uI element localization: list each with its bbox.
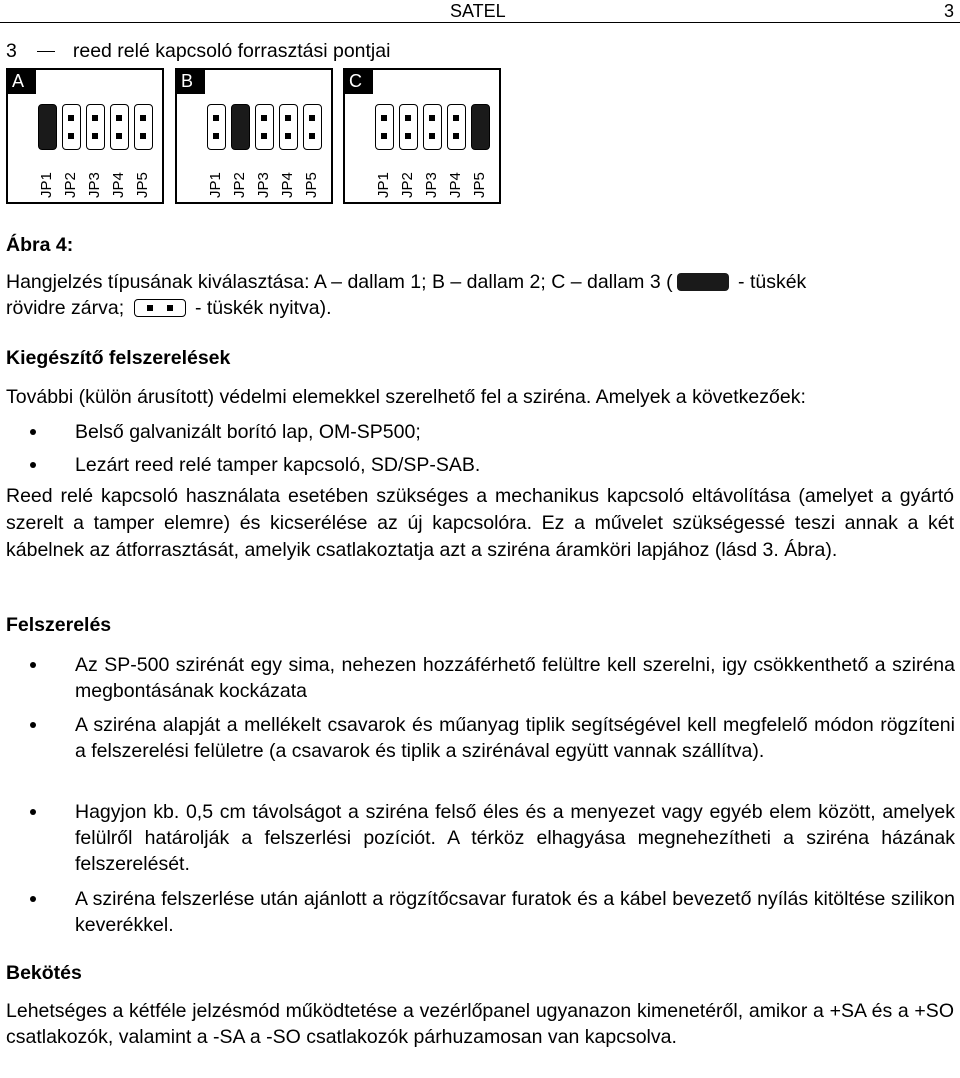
jumper-label: JP4	[447, 172, 464, 198]
jumper-label: JP4	[110, 172, 127, 198]
pin-icon	[405, 115, 411, 121]
open-jumper-icon	[447, 104, 466, 150]
list-item: Az SP-500 szirénát egy sima, nehezen hozzáférhető felültre kell szerelni, igy csökkenthető a sziréna megbontásának kockázata	[75, 654, 955, 702]
pin-icon	[68, 115, 74, 121]
closed-jumper-icon	[471, 104, 490, 150]
figure-caption: Ábra 4:	[6, 234, 74, 256]
open-jumper-icon	[375, 104, 394, 150]
open-jumper-icon	[86, 104, 105, 150]
pin-icon	[116, 115, 122, 121]
pin-icon	[309, 115, 315, 121]
panel-tag: A	[6, 68, 36, 94]
jumper-label: JP3	[86, 172, 103, 198]
figure-title	[6, 38, 390, 64]
bullet-icon	[30, 809, 36, 815]
open-jumper-icon	[255, 104, 274, 150]
pin-icon	[116, 133, 122, 139]
bullet-icon	[30, 429, 36, 435]
pin-icon	[453, 115, 459, 121]
pin-icon	[68, 133, 74, 139]
pin-icon	[309, 133, 315, 139]
open-jumper-icon	[423, 104, 442, 150]
pin-icon	[213, 133, 219, 139]
open-jumper-icon	[134, 299, 186, 317]
list-item: A sziréna alapját a mellékelt csavarok és műanyag tiplik segítségével kell megfelelő módon rögzíteni a felszerelési felületre (a csavarok és tiplik a szirénával együtt vannak szállítva).	[75, 714, 955, 762]
pin-icon	[381, 115, 387, 121]
figure-title-text: reed relé kapcsoló forrasztási pontjai	[72, 40, 391, 62]
pin-icon	[213, 115, 219, 121]
jumper-label: JP4	[279, 172, 296, 198]
pin-icon	[92, 133, 98, 139]
open-jumper-icon	[62, 104, 81, 150]
header-divider	[0, 22, 960, 23]
open-jumper-icon	[279, 104, 298, 150]
jumper-label: JP1	[38, 172, 55, 198]
closed-jumper-icon	[231, 104, 250, 150]
section-heading-wiring: Bekötés	[6, 962, 82, 984]
open-jumper-icon	[207, 104, 226, 150]
section-heading-installation: Felszerelés	[6, 614, 112, 636]
list-item: Belső galvanizált borító lap, OM-SP500;	[75, 421, 421, 443]
pin-icon	[429, 115, 435, 121]
figure-number: 3	[6, 40, 17, 62]
closed-jumper-icon	[38, 104, 57, 150]
jumper-label: JP5	[134, 172, 151, 198]
jumper-panel-b	[175, 68, 333, 204]
pin-icon	[381, 133, 387, 139]
list-item: Hagyjon kb. 0,5 cm távolságot a sziréna felső éles és a menyezet vagy egyéb elem között, amelyek felülről határolják a felszerlési pozíciót. A térköz elhagyása megnehezítheti a sziréna házának felszerelését.	[75, 801, 955, 875]
wiring-paragraph: Lehetséges a kétféle jelzésmód működtetése a vezérlőpanel ugyanazon kimenetéről, amikor a +SA és a +SO csatlakozók, valamint a -SA a -SO csatlakozók párhuzamosan van kapcsolva.	[6, 1000, 954, 1048]
open-jumper-icon	[303, 104, 322, 150]
legend-text-line2: rövidre zárva;	[6, 297, 130, 319]
legend-text: Hangjelzés típusának kiválasztása: A – dallam 1; B – dallam 2; C – dallam 3 (	[6, 271, 673, 293]
legend-closed-text: - tüskék	[732, 271, 807, 293]
list-item: A sziréna felszerlése után ajánlott a rögzítőcsavar furatok és a kábel bevezető nyílás kitöltése szilikon keverékkel.	[75, 888, 955, 936]
pin-icon	[285, 115, 291, 121]
jumper-label: JP2	[62, 172, 79, 198]
jumper-label: JP3	[423, 172, 440, 198]
jumper-label: JP2	[231, 172, 248, 198]
section-heading-accessories: Kiegészítő felszerelések	[6, 347, 231, 369]
jumper-label: JP3	[255, 172, 272, 198]
accessories-intro: További (külön árusított) védelmi elemekkel szerelhető fel a sziréna. Amelyek a következőek:	[6, 386, 806, 408]
jumper-panel-c	[343, 68, 501, 204]
bullet-icon	[30, 722, 36, 728]
dash-icon	[37, 51, 55, 52]
open-jumper-icon	[134, 104, 153, 150]
pin-icon	[405, 133, 411, 139]
pin-icon	[140, 133, 146, 139]
bullet-icon	[30, 462, 36, 468]
pin-icon	[429, 133, 435, 139]
open-jumper-icon	[110, 104, 129, 150]
jumper-label: JP1	[375, 172, 392, 198]
bullet-icon	[30, 662, 36, 668]
panel-tag: C	[343, 68, 373, 94]
page-number: 3	[943, 1, 954, 21]
jumper-label: JP5	[471, 172, 488, 198]
pin-icon	[453, 133, 459, 139]
pin-icon	[285, 133, 291, 139]
pin-icon	[140, 115, 146, 121]
jumper-panel-a	[6, 68, 164, 204]
closed-jumper-icon	[677, 273, 729, 291]
legend-open-text: - tüskék nyitva).	[189, 297, 332, 319]
jumper-label: JP1	[207, 172, 224, 198]
accessories-paragraph: Reed relé kapcsoló használata esetében szükséges a mechanikus kapcsoló eltávolítása (amelyet a gyártó szerelt a tamper elemre) és kicserélése az új kapcsolóra. Ez a művelet szükségessé teszi annak a két kábelnek az átforrasztását, amelyik csatlakoztatja azt a sziréna áramköri lapjához (lásd 3. Ábra).	[6, 485, 954, 561]
panel-tag: B	[175, 68, 205, 94]
jumper-label: JP2	[399, 172, 416, 198]
pin-icon	[261, 115, 267, 121]
jumper-legend	[6, 269, 954, 321]
jumper-label: JP5	[303, 172, 320, 198]
list-item: Lezárt reed relé tamper kapcsoló, SD/SP-SAB.	[75, 454, 481, 476]
header-brand: SATEL	[450, 1, 506, 21]
bullet-icon	[30, 896, 36, 902]
pin-icon	[261, 133, 267, 139]
open-jumper-icon	[399, 104, 418, 150]
pin-icon	[92, 115, 98, 121]
